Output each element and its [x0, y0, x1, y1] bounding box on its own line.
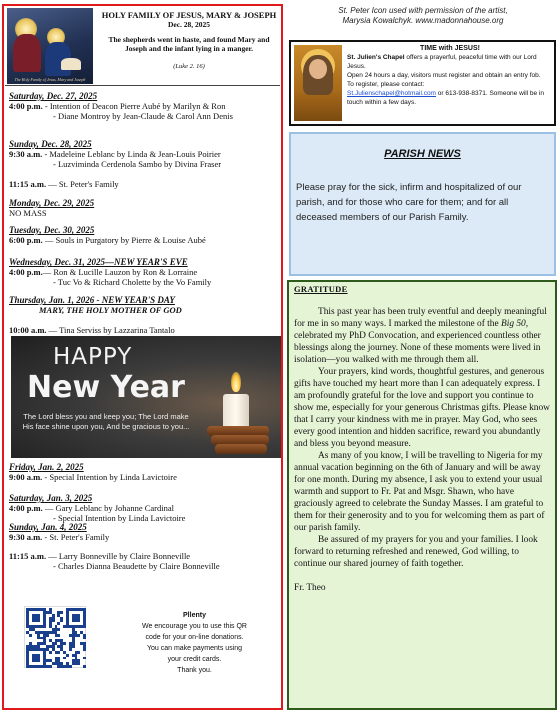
candle-flame-icon	[231, 372, 241, 392]
banner-new-year: New Year	[27, 370, 185, 405]
qr-module	[37, 659, 40, 662]
qr-module	[57, 622, 60, 625]
gratitude-box	[287, 280, 557, 710]
mass-sat-dec27: Saturday, Dec. 27, 2025 4:00 p.m. - Intention of Deacon Pierre Aubé by Marilyn & Ron - Diane Montroy by Jean-Claude & Carol Ann Denis	[9, 91, 233, 121]
qr-module	[83, 657, 86, 660]
qr-module	[43, 625, 46, 628]
donation-qr-code[interactable]	[24, 606, 86, 668]
qr-module	[37, 619, 40, 622]
parish-news-title: PARISH NEWS	[384, 148, 461, 160]
qr-module	[66, 654, 69, 657]
bulletin-title: HOLY FAMILY OF JESUS, MARY & JOSEPH	[101, 10, 277, 20]
qr-module	[83, 648, 86, 651]
donation-info: Pllenty We encourage you to use this QR code for your on-line donations. You can make payments using your credit cards. Thank you.	[122, 610, 267, 676]
banner-happy: HAPPY	[53, 344, 133, 370]
mass-sun-jan4: Sunday, Jan. 4, 2025 9:30 a.m. - St. Peter's Family 11:15 a.m. — Larry Bonneville by Claire Bonneville - Charles Dianna Beaudette by Claire Bonneville	[9, 522, 220, 571]
mass-mon-dec29: Monday, Dec. 29, 2025 NO MASS	[9, 198, 95, 218]
qr-module	[77, 619, 80, 622]
qr-module	[77, 662, 80, 665]
qr-module	[46, 634, 49, 637]
holy-family-header	[5, 6, 280, 86]
icon-credit: St. Peter Icon used with permission of the artist, Marysia Kowalchyk. www.madonnahouse.org	[338, 6, 508, 25]
cinnamon-stick-icon	[215, 444, 267, 454]
qr-module	[63, 657, 66, 660]
qr-module	[83, 665, 86, 668]
qr-module	[49, 651, 52, 654]
icon-caption: The Holy Family of Jesus, Mary and Joseph	[14, 77, 86, 82]
left-column	[2, 4, 283, 710]
holy-family-icon-image	[7, 8, 93, 84]
qr-module	[60, 619, 63, 622]
qr-module	[29, 634, 32, 637]
qr-module	[72, 645, 75, 648]
qr-module	[52, 619, 55, 622]
gratitude-letter: This past year has been truly eventful and deeply meaningful for me in so many ways. I marked the milestone of the Big 50, celebrated my PhD Convocation, and experienced countless other blessings along the journey. None of these moments were lived in isolation—you walked with me through them all. Your prayers, kind words, thoughtful gestures, and generous gifts have touched my heart more than I can adequately express. I am profoundly grateful for the love and support you continue to show me, especially for your generous Christmas gifts. Please know that I carry your kindness with me in prayer. May God, who sees every good intention and hidden sacrifice, reward you abundantly and bless you beyond measure. As many of you know, I will be travelling to Nigeria for my annual vacation beginning on the 6th of January and will be away for one month. During my absence, I ask you to extend your usual warmth and support to Fr. Pat and Msgr. Shawn, who have graciously agreed to celebrate the Sunday Masses. I am grateful to them for their generosity and to you for welcoming them as part of our parish family. Be assured of my prayers for you and your families. I look forward to returning refreshed and renewed, God willing, to continue our shared journey of faith together. Fr. Theo	[294, 306, 552, 594]
scripture-reference: (Luke 2. 16)	[173, 63, 205, 70]
donation-title: Pllenty	[183, 612, 206, 619]
mass-tue-dec30: Tuesday, Dec. 30, 2025 6:00 p.m. — Souls in Purgatory by Pierre & Louise Aubé	[9, 225, 206, 245]
bulletin-date: Dec. 28, 2025	[167, 20, 211, 29]
qr-module	[83, 625, 86, 628]
qr-module	[49, 665, 52, 668]
qr-module	[57, 628, 60, 631]
qr-module	[77, 634, 80, 637]
mass-sun-dec28: Sunday, Dec. 28, 2025 9:30 a.m. - Madeleine Leblanc by Linda & Jean-Louis Poirier - Luzviminda Cerdenola Sambo by Divina Fraser 11:15 a.m. — St. Peter's Family	[9, 139, 222, 189]
qr-module	[60, 611, 63, 614]
banner-blessing: The Lord bless you and keep you; The Lord make His face shine upon you, And be gracious to you...	[22, 412, 190, 431]
parish-news-body: Please pray for the sick, infirm and hospitalized of our parish, and for those who care for them; and for all deceased members of our Parish Family.	[296, 182, 522, 223]
qr-module	[77, 651, 80, 654]
happy-new-year-banner	[11, 336, 281, 458]
parish-news-box	[289, 132, 556, 276]
mass-thu-jan1: Thursday, Jan. 1, 2026 - NEW YEAR'S DAY MARY, THE HOLY MOTHER OF GOD 10:00 a.m. — Tina Serviss by Lazzarina Tantalo	[9, 295, 182, 335]
chapel-email-link[interactable]: St.Julienschapel@hotmail.com	[347, 90, 436, 97]
qr-module	[57, 634, 60, 637]
gratitude-signature: Fr. Theo	[294, 583, 326, 593]
mass-wed-dec31: Wednesday, Dec. 31, 2025—NEW YEAR'S EVE 4:00 p.m.— Ron & Lucille Lauzon by Ron & Lorraine - Tuc Vo & Richard Cholette by the Vo Family	[9, 257, 212, 287]
qr-module	[63, 642, 66, 645]
qr-module	[69, 648, 72, 651]
scripture-quote: The shepherds went in haste, and found Mary and Joseph and the infant lying in a manger.	[108, 35, 270, 53]
mass-fri-jan2: Friday, Jan. 2, 2025 9:00 a.m. - Special Intention by Linda Lavictoire	[9, 462, 177, 482]
gratitude-title: GRATITUDE	[294, 284, 348, 294]
chapel-title: TIME with JESUS!	[420, 45, 480, 52]
st-julien-icon-image	[294, 45, 342, 121]
chapel-box: TIME with JESUS! St. Julien's Chapel offers a prayerful, peaceful time with our Lord Jesus. Open 24 hours a day, visitors must register and obtain an entry fob. To register, please contact: St.Julienschapel@hotmail.com or 613-938-8371. Someone will be in touch within a few days.	[289, 40, 556, 126]
qr-module	[57, 651, 60, 654]
mass-sat-jan3: Saturday, Jan. 3, 2025 4:00 p.m. — Gary Leblanc by Johanne Cardinal - Special Intention by Linda Lavictoire	[9, 493, 186, 523]
qr-module	[69, 665, 72, 668]
qr-module	[83, 637, 86, 640]
candle-icon	[223, 394, 249, 428]
